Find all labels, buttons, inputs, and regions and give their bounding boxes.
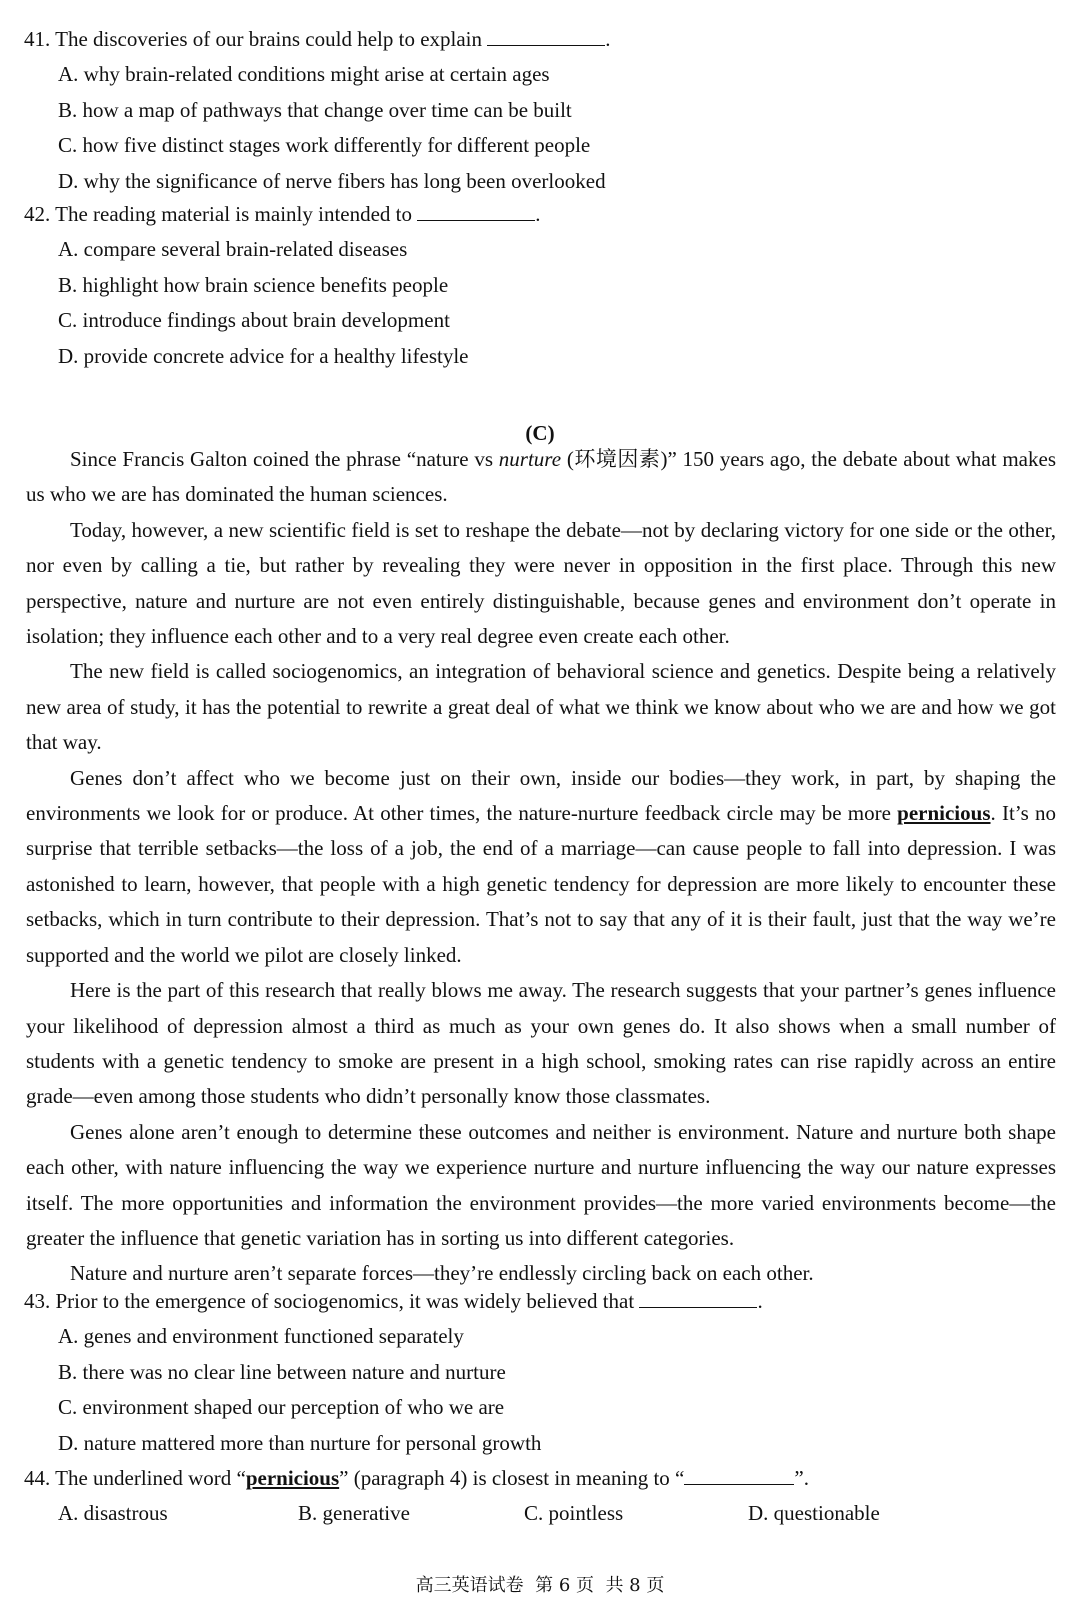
question-44 [0,1461,1080,1532]
option-44-b: B. generative [298,1501,410,1526]
paragraph-3: The new field is called sociogenomics, an integration of behavioral science and genetics. Despite being a relatively new area of study, it has the potential to rewrite a great deal of what we think we know about who we are and how we got that way. [26,659,1056,755]
option-44-d: D. questionable [748,1501,880,1526]
question-42 [0,197,1080,374]
answer-blank [684,1466,794,1485]
option-42-c: C. introduce findings about brain development [58,308,450,333]
paragraph-7: Nature and nurture aren’t separate forces—they’re endlessly circling back on each other. [70,1261,814,1286]
answer-blank [487,27,605,46]
option-44-c: C. pointless [524,1501,624,1526]
options-row-44 [0,1496,1080,1531]
paragraph-1: Since Francis Galton coined the phrase “nature vs nurture (环境因素)” 150 years ago, the debate about what makes us who we are has dominated the human sciences. [26,447,1056,507]
question-41-stem: 41. The discoveries of our brains could help to explain . [24,27,611,51]
paragraph-6: Genes alone aren’t enough to determine these outcomes and neither is environment. Nature and nurture both shape each other, with nature influencing the way we experience nurture and nurture influencing the way our nature expresses itself. The more opportunities and information the environment provides—the more varied environments become—the greater the influence that genetic variation has in sorting us into different categories. [26,1119,1056,1250]
option-42-d: D. provide concrete advice for a healthy lifestyle [58,343,469,368]
option-44-a: A. disastrous [58,1501,168,1526]
page-footer: 高三英语试卷 第 6 页 共 8 页 [415,1575,665,1596]
paragraph-2: Today, however, a new scientific field is set to reshape the debate—not by declaring victory for one side or the other, nor even by calling a tie, but rather by revealing they were never in opposition in the first place. Through this new perspective, nature and nurture are not even entirely distinguishable, because genes and environment don’t operate in isolation; they influence each other and to a very real degree even create each other. [26,517,1056,649]
option-41-b: B. how a map of pathways that change over time can be built [58,97,572,122]
question-43 [0,1284,1080,1461]
section-title: (C) [525,421,555,445]
option-41-c: C. how five distinct stages work differently for different people [58,133,591,158]
paragraph-4: Genes don’t affect who we become just on their own, inside our bodies—they work, in part, by shaping the environments we look for or produce. At other times, the nature-nurture feedback circle may be more pernicious. It’s no surprise that terrible setbacks—the loss of a job, the end of a marriage—can cause people to fall into depression. I was astonished to learn, however, that people with a high genetic tendency for depression are more likely to encounter these setbacks, which in turn contribute to their depression. That’s not to say that any of it is their fault, just that the way we’re supported and the world we pilot are closely linked. [26,765,1056,967]
reading-passage [26,442,1056,1292]
option-41-d: D. why the significance of nerve fibers has long been overlooked [58,168,606,193]
option-43-a: A. genes and environment functioned separately [58,1324,464,1349]
option-41-a: A. why brain-related conditions might arise at certain ages [58,62,550,87]
option-43-b: B. there was no clear line between nature and nurture [58,1359,506,1384]
option-42-b: B. highlight how brain science benefits people [58,272,449,297]
question-42-stem: 42. The reading material is mainly intended to . [24,202,541,226]
underlined-word: pernicious [897,801,991,826]
question-43-stem: 43. Prior to the emergence of sociogenomics, it was widely believed that . [24,1289,763,1313]
paragraph-5: Here is the part of this research that really blows me away. The research suggests that your partner’s genes influence your likelihood of depression almost a third as much as your own genes do. It also shows when a small number of students with a genetic tendency to smoke are present in a high school, smoking rates can rise rapidly across an entire grade—even among those students who didn’t personally know those classmates. [26,978,1056,1109]
question-44-stem: 44. The underlined word “pernicious” (paragraph 4) is closest in meaning to “ ”. [24,1466,809,1490]
question-41 [0,22,1080,199]
option-43-d: D. nature mattered more than nurture for personal growth [58,1430,542,1455]
underlined-word-ref: pernicious [245,1466,340,1490]
option-43-c: C. environment shaped our perception of who we are [58,1395,505,1420]
answer-blank [417,202,535,221]
answer-blank [639,1289,757,1308]
option-42-a: A. compare several brain-related diseases [58,237,408,262]
